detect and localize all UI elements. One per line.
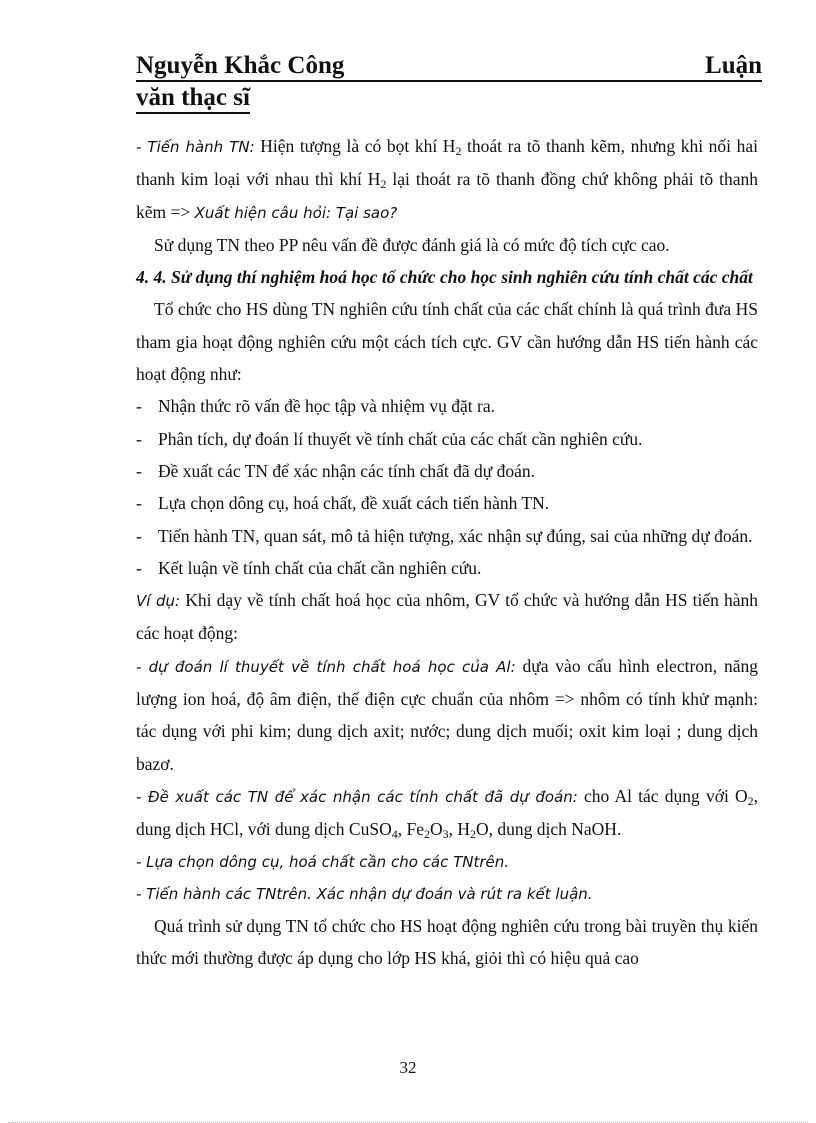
list-item-text: Tiến hành TN, quan sát, mô tả hiện tượng, xác nhận sự đúng, sai của những dự đoán. [158, 525, 753, 546]
subscript: 2 [747, 793, 754, 808]
text-run: Hiện tượng là có bọt khí H [254, 136, 456, 156]
author-name: Nguyễn Khắc Công [136, 52, 345, 79]
list-item: - Lựa chọn dông cụ, hoá chất, đề xuất cách tiến hành TN. [136, 493, 550, 514]
paragraph-conclusion: Quá trình sử dụng TN tổ chức cho HS hoạt động nghiên cứu trong bài truyền thụ kiến thức mới thường được áp dụng cho lớp HS khá, giỏi thì có hiệu quả cao [136, 916, 758, 969]
list-item-text: Nhận thức rõ vấn đề học tập và nhiệm vụ đặt ra. [158, 396, 496, 417]
paragraph-lead: - Tiến hành TN: [136, 138, 255, 156]
header-line [136, 50, 762, 82]
list-item: - Nhận thức rõ vấn đề học tập và nhiệm vụ đặt ra. [136, 396, 496, 417]
list-item: - Tiến hành TN, quan sát, mô tả hiện tượng, xác nhận sự đúng, sai của những dự đoán. [136, 525, 753, 546]
list-item-text: Kết luận về tính chất của chất cần nghiên cứu. [158, 557, 482, 578]
paragraph-prediction [136, 650, 758, 780]
paragraph-select: - Lựa chọn dông cụ, hoá chất cần cho các TNtrên. [136, 852, 510, 871]
paragraph-example [136, 584, 758, 650]
paragraph-experiment [136, 130, 758, 229]
subscript: 4 [391, 827, 398, 842]
text-run: O [429, 819, 443, 840]
paragraph-conduct: - Tiến hành các TNtrên. Xác nhận dự đoán và rút ra kết luận. [136, 884, 593, 903]
paragraph-assessment: Sử dụng TN theo PP nêu vấn đề được đánh giá là có mức độ tích cực cao. [154, 234, 670, 255]
list-item-text: Phân tích, dự đoán lí thuyết về tính chất của các chất cần nghiên cứu. [158, 428, 643, 449]
subscript: 2 [455, 144, 462, 158]
subscript: 2 [423, 827, 430, 842]
page-header [136, 50, 762, 114]
thesis-title-part1: Luận [705, 52, 762, 79]
text-run: lại thoát ra tõ thanh đồng chứ không phải tõ thanh kẽm => [136, 169, 758, 222]
list-item-text: Lựa chọn dông cụ, hoá chất, đề xuất cách tiến hành TN. [158, 493, 550, 514]
text-run: , dung dịch HCl, với dung dịch CuSO [136, 785, 759, 840]
text-run: dựa vào cấu hình electron, năng lượng ion hoá, độ âm điện, thế điện cực chuẩn của nhôm => nhôm có tính khử mạnh: tác dụng với phi kim; dung dịch axit; nước; dung dịch muối; oxit kim loại ; dung dịch bazơ. [136, 655, 758, 774]
list-item-text: Đề xuất các TN để xác nhận các tính chất đã dự đoán. [158, 460, 535, 481]
paragraph-lead: - dự đoán lí thuyết về tính chất hoá học của Al: [136, 657, 516, 676]
list-item: - Kết luận về tính chất của chất cần nghiên cứu. [136, 557, 482, 578]
thesis-title-part2: văn thạc sĩ [136, 84, 250, 114]
page-body [136, 130, 758, 975]
text-run: , H [448, 819, 470, 840]
text-run: cho Al tác dụng với O [577, 785, 748, 806]
text-run: , Fe [397, 819, 424, 840]
list-item: - Đề xuất các TN để xác nhận các tính chất đã dự đoán. [136, 460, 535, 481]
page-number: 32 [399, 1058, 417, 1077]
section-heading: 4. 4. Sử dụng thí nghiệm hoá học tổ chức cho học sinh nghiên cứu tính chất các chất [136, 267, 753, 288]
paragraph-proposal [136, 780, 758, 846]
paragraph-lead: - Đề xuất các TN để xác nhận các tính chất đã dự đoán: [136, 787, 578, 806]
subscript: 2 [380, 177, 387, 192]
text-run: Khi dạy về tính chất hoá học của nhôm, GV tổ chức và hướng dẫn HS tiến hành các hoạt động: [136, 590, 758, 644]
text-run: thoát ra tõ thanh kẽm, nhưng khi nối hai thanh kim loại với nhau thì khí H [136, 136, 758, 190]
subscript: 3 [442, 827, 449, 842]
subscript: 2 [470, 827, 476, 842]
example-label: Ví dụ: [136, 592, 181, 611]
paragraph-intro: Tổ chức cho HS dùng TN nghiên cứu tính chất của các chất chính là quá trình đưa HS tham gia hoạt động nghiên cứu một cách tích cực. GV cần hướng dẫn HS tiến hành các hoạt động như: [136, 299, 758, 385]
text-run: O, dung dịch NaOH. [476, 819, 622, 840]
question-text: Xuất hiện câu hỏi: Tại sao? [194, 203, 398, 222]
list-item: - Phân tích, dự đoán lí thuyết về tính chất của các chất cần nghiên cứu. [136, 428, 643, 449]
